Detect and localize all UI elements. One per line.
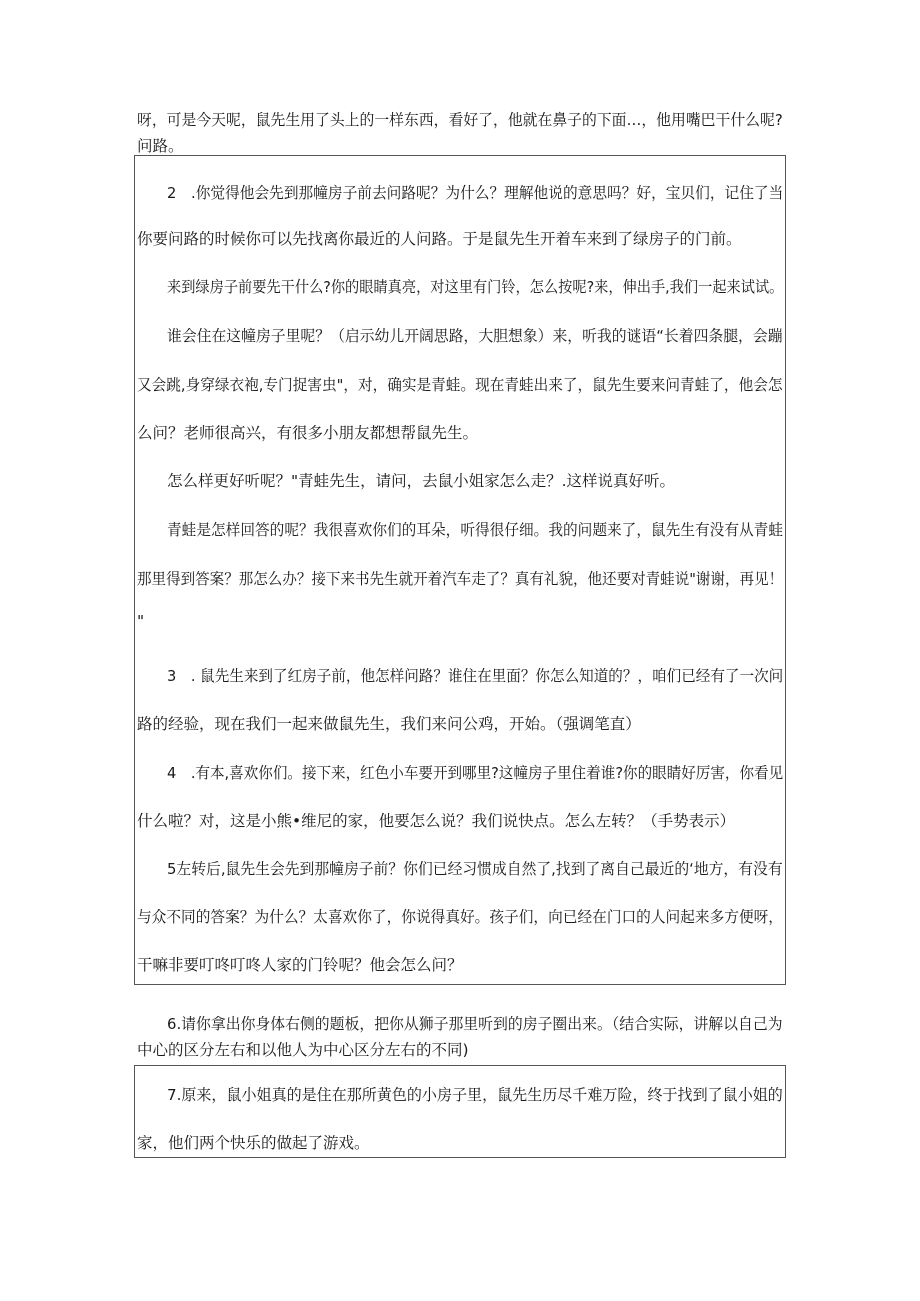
paragraph-who-line-3: 么问？老师很高兴，有很多小朋友都想帮鼠先生。 <box>137 424 479 442</box>
paragraph-7-line-1: 7.原来，鼠小姐真的是住在那所黄色的小房子里，鼠先生历尽千难万险，终于找到了鼠小姐的 <box>167 1086 783 1104</box>
paragraph-7-line-2: 家，他们两个快乐的做起了游戏。 <box>137 1134 370 1152</box>
paragraph-4-line-2: 什么啦？对，这是小熊•维尼的家，他要怎么说？我们说快点。怎么左转？（手势表示） <box>137 812 736 830</box>
paragraph-better: 怎么样更好听呢？"青蛙先生，请问，去鼠小姐家怎么走？.这样说真好听。 <box>167 472 676 490</box>
paragraph-who-line-2: 又会跳,身穿绿衣袍,专门捉害虫"，对，确实是青蛙。现在青蛙出来了，鼠先生要来问青蛙了，他会怎 <box>137 376 783 394</box>
intro-line-1: 呀，可是今天呢，鼠先生用了头上的一样东西，看好了，他就在鼻子的下面…，他用嘴巴干什么呢? <box>137 111 783 129</box>
paragraph-6-line-1: 6.请你拿出你身体右侧的题板，把你从狮子那里听到的房子圈出来。（结合实际，讲解以自己为 <box>167 1015 783 1033</box>
intro-line-2: 问路。 <box>137 137 184 155</box>
paragraph-3-line-1: 3 . 鼠先生来到了红房子前，他怎样问路？谁住在里面？你怎么知道的？，咱们已经有了一次问 <box>167 667 784 685</box>
paragraph-door: 来到绿房子前要先干什么?你的眼睛真亮，对这里有门铃，怎么按呢?来，伸出手,我们一起来试试。 <box>167 278 784 296</box>
paragraph-frog-line-1: 青蛙是怎样回答的呢？我很喜欢你们的耳朵，听得很仔细。我的问题来了，鼠先生有没有从青蛙 <box>167 521 783 539</box>
paragraph-frog-line-2: 那里得到答案？那怎么办？接下来书先生就开着汽车走了？真有礼貌，他还要对青蛙说"谢谢，再见！ <box>137 570 784 588</box>
paragraph-6-line-2: 中心的区分左右和以他人为中心区分左右的不同) <box>137 1041 469 1059</box>
paragraph-2-line-2: 你要问路的时候你可以先找离你最近的人问路。于是鼠先生开着车来到了绿房子的门前。 <box>137 230 742 248</box>
paragraph-5-line-1: 5左转后,鼠先生会先到那幢房子前？你们已经习惯成自然了,找到了离自己最近的‘地方，有没有 <box>167 860 783 878</box>
paragraph-4-line-1: 4 .有本,喜欢你们。接下来，红色小车要开到哪里?这幢房子里住着谁?你的眼睛好厉害，你看见 <box>167 764 784 782</box>
paragraph-2-line-1: 2 .你觉得他会先到那幢房子前去问路呢？为什么？理解他说的意思吗？好，宝贝们，记住了当 <box>167 184 784 202</box>
paragraph-who-line-1: 谁会住在这幢房子里呢？（启示幼儿开阔思路，大胆想象）来，听我的谜语“长着四条腿，会蹦 <box>167 327 783 345</box>
paragraph-5-line-3: 干嘛非要叮咚叮咚人家的门铃呢？他会怎么问？ <box>137 956 463 974</box>
paragraph-5-line-2: 与众不同的答案？为什么？太喜欢你了，你说得真好。孩子们，向已经在门口的人问起来多方便呀， <box>137 908 784 926</box>
paragraph-frog-line-3: " <box>137 612 145 630</box>
paragraph-3-line-2: 路的经验，现在我们一起来做鼠先生，我们来问公鸡，开始。（强调笔直） <box>137 715 641 733</box>
